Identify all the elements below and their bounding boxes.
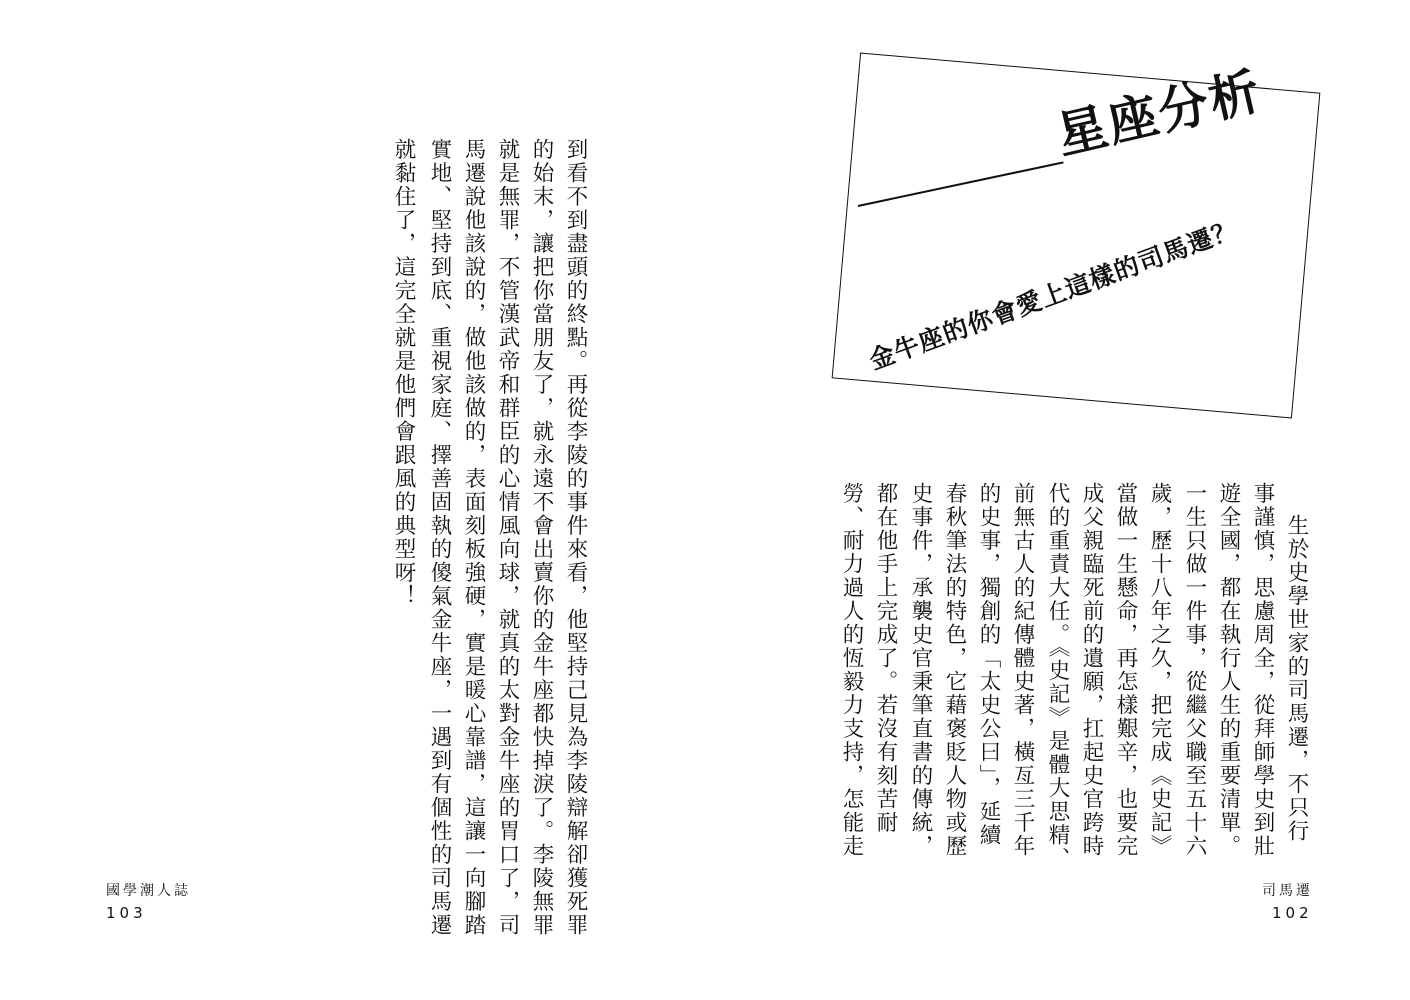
text-column: 馬遷說他該說的，做他該做的，表面刻板強硬，實是暖心靠譜，這讓一向腳踏 [461, 138, 486, 937]
text-column: 成父親臨死前的遺願，扛起史官跨時 [1079, 482, 1104, 858]
text-column: 史事件，承襲史官秉筆直書的傳統， [908, 482, 933, 858]
text-column: 實地、堅持到底、重視家庭、擇善固執的傻氣金牛座，一遇到有個性的司馬遷 [427, 138, 452, 937]
book-title-footer: 國學潮人誌 [106, 883, 191, 899]
text-column: 生於史學世家的司馬遷，不只行 [1284, 514, 1309, 843]
text-column: 到看不到盡頭的終點。再從李陵的事件來看，他堅持己見為李陵辯解卻獲死罪 [563, 138, 588, 937]
text-column: 前無古人的紀傳體史著，橫亙三千年 [1010, 482, 1035, 858]
text-column: 就黏住了，這完全就是他們會跟風的典型呀！ [391, 138, 416, 608]
text-column: 代的重責大任。《史記》是體大思精、 [1045, 482, 1070, 871]
page-number-right: 102 [1272, 904, 1313, 922]
text-column: 的史事，獨創的「太史公曰」，延續 [976, 482, 1001, 848]
text-column: 遊全國，都在執行人生的重要清單。 [1216, 482, 1241, 858]
text-column: 春秋筆法的特色，它藉褒貶人物或歷 [942, 482, 967, 858]
text-column: 一生只做一件事，從繼父職至五十六 [1182, 482, 1207, 858]
text-column: 事謹慎，思慮周全，從拜師學史到壯 [1250, 482, 1275, 858]
text-column: 當做一生懸命，再怎樣艱辛，也要完 [1113, 482, 1138, 858]
page-number-left: 103 [106, 904, 147, 922]
text-column: 都在他手上完成了。若沒有刻苦耐 [873, 482, 898, 835]
text-column: 歲，歷十八年之久，把完成《史記》 [1147, 482, 1172, 858]
text-column: 就是無罪，不管漢武帝和群臣的心情風向球，就真的太對金牛座的胃口了，司 [495, 138, 520, 937]
section-title: 星座分析 [1051, 61, 1267, 166]
text-column: 勞、耐力過人的恆毅力支持，怎能走 [839, 482, 864, 858]
section-subtitle: 金牛座的你會愛上這樣的司馬遷？ [865, 214, 1242, 376]
text-column: 的始末，讓把你當朋友了，就永遠不會出賣你的金牛座都快掉淚了。李陵無罪 [529, 138, 554, 937]
chapter-title-footer: 司馬遷 [1262, 883, 1313, 899]
